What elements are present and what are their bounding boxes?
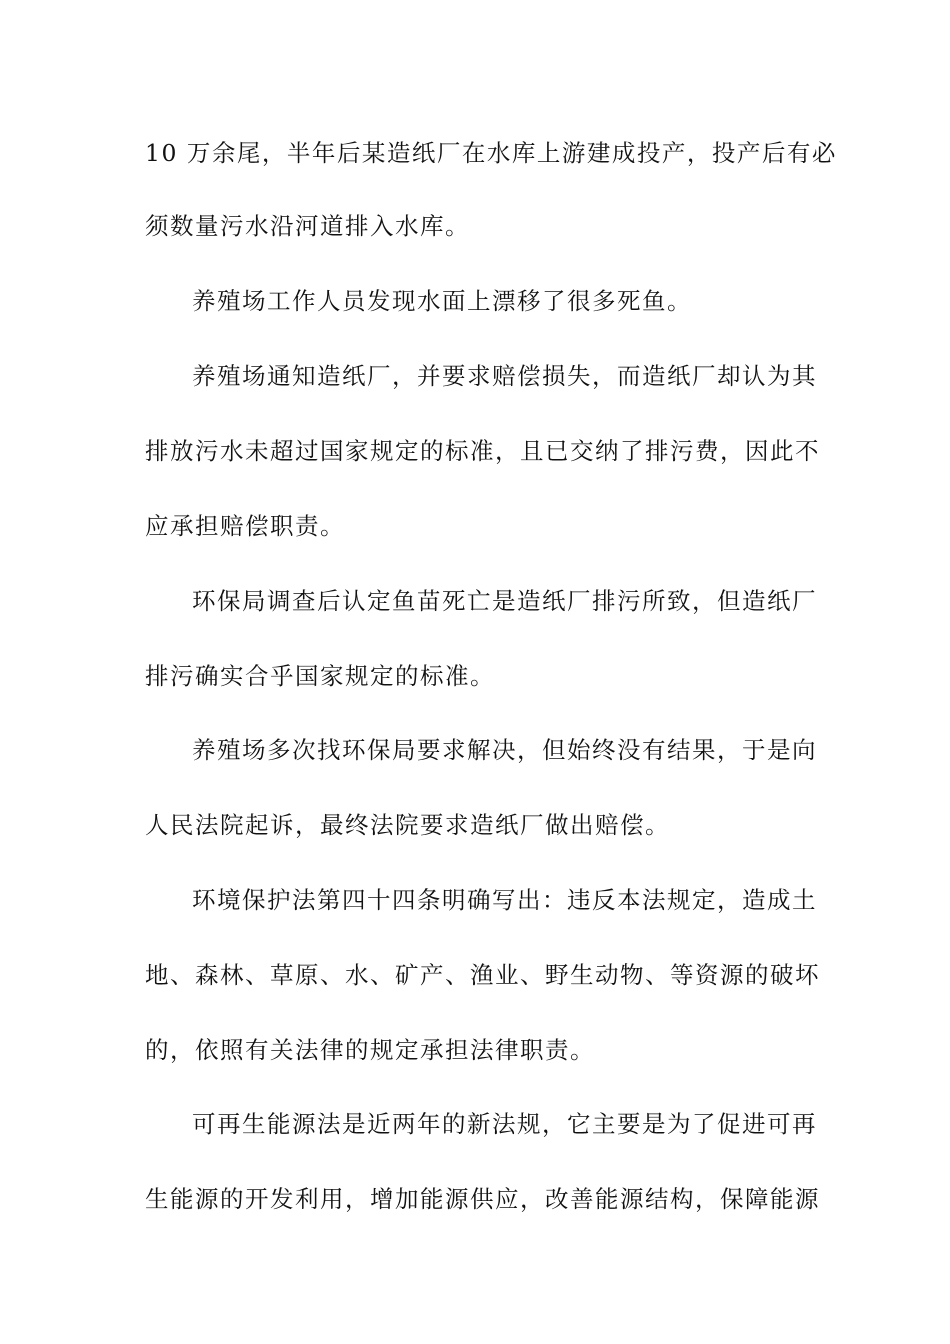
text-line-5: 排放污水未超过国家规定的标准，且已交纳了排污费，因此不 bbox=[145, 437, 820, 465]
text-line-15: 生能源的开发利用，增加能源供应，改善能源结构，保障能源 bbox=[145, 1185, 820, 1213]
text-line-3: 养殖场工作人员发现水面上漂移了很多死鱼。 bbox=[192, 287, 692, 315]
text-line-14: 可再生能源法是近两年的新法规，它主要是为了促进可再 bbox=[192, 1110, 817, 1138]
text-line-13: 的，依照有关法律的规定承担法律职责。 bbox=[145, 1036, 595, 1064]
text-line-11: 环境保护法第四十四条明确写出：违反本法规定，造成土 bbox=[192, 886, 817, 914]
text-line-4: 养殖场通知造纸厂，并要求赔偿损失，而造纸厂却认为其 bbox=[192, 362, 817, 390]
text-line-6: 应承担赔偿职责。 bbox=[145, 512, 345, 540]
text-line-2: 须数量污水沿河道排入水库。 bbox=[145, 212, 470, 240]
text-line-1: 10 万余尾，半年后某造纸厂在水库上游建成投产，投产后有必 bbox=[145, 139, 837, 167]
text-line-12: 地、森林、草原、水、矿产、渔业、野生动物、等资源的破坏 bbox=[145, 961, 820, 989]
text-line-8: 排污确实合乎国家规定的标准。 bbox=[145, 662, 495, 690]
text-line-9: 养殖场多次找环保局要求解决，但始终没有结果，于是向 bbox=[192, 736, 817, 764]
text-line-10: 人民法院起诉，最终法院要求造纸厂做出赔偿。 bbox=[145, 811, 670, 839]
text-line-7: 环保局调查后认定鱼苗死亡是造纸厂排污所致，但造纸厂 bbox=[192, 587, 817, 615]
